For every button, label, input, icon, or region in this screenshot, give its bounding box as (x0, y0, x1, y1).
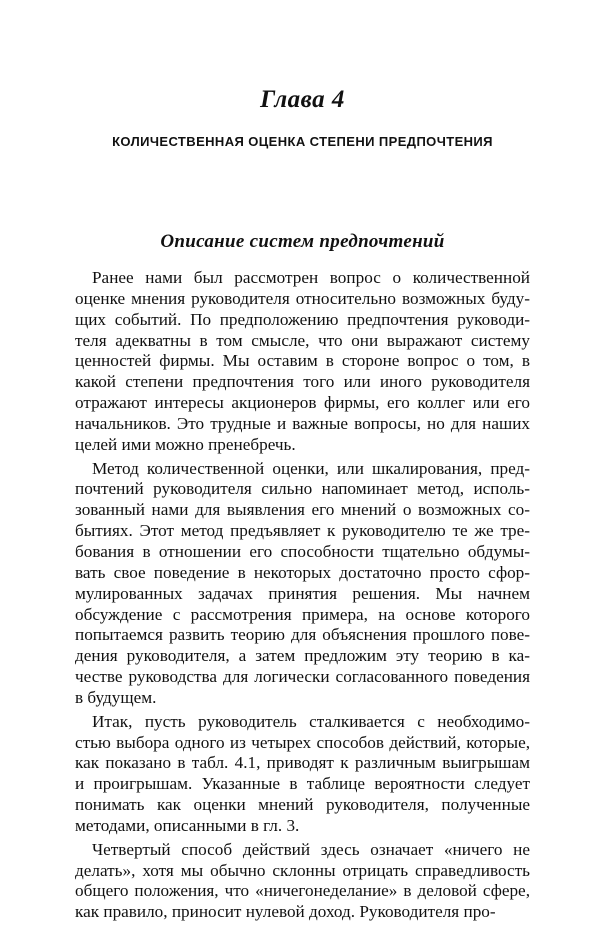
text-line: Ранее нами был рассмотрен вопрос о количественной (92, 268, 530, 287)
text-line: начальников. Это трудные и важные вопросы, но для наших (75, 413, 530, 433)
chapter-title: Глава 4 (260, 86, 345, 113)
text-line: Метод количественной оценки, или шкалирования, пред- (92, 458, 530, 478)
text-line: стью выбора одного из четырех способов действий, которые, (75, 732, 530, 752)
text-line: попытаемся развить теорию для объяснения прошлого пове- (75, 625, 530, 645)
text-line: оценке мнения руководителя относительно возможных буду- (75, 288, 530, 308)
text-line: честве руководства для логически согласованного поведения (75, 667, 530, 687)
paragraph (75, 268, 530, 456)
text-line: обсуждение с рассмотрения примера, на основе которого (75, 604, 530, 624)
paragraph (75, 840, 530, 923)
text-line: мулированных задачах принятия решения. Мы начнем (75, 583, 530, 603)
text-line: как показано в табл. 4.1, приводят к различным выигрышам (75, 753, 530, 773)
text-line: понимать как оценки мнений руководителя, полученные (75, 795, 530, 815)
text-line: какой степени предпочтения того или иного руководителя (75, 372, 530, 392)
text-line: отражают интересы акционеров фирмы, его коллег или его (75, 393, 530, 413)
text-line: и проигрышам. Указанные в таблице вероятности следует (75, 774, 530, 794)
paragraph (75, 459, 530, 709)
text-line: общего положения, что «ничегонеделание» в деловой сфере, (75, 881, 530, 901)
text-line: зованный нами для выявления его мнений о возможных со- (75, 500, 530, 520)
text-line: в будущем. (75, 687, 157, 707)
text-line: методами, описанными в гл. 3. (75, 815, 300, 835)
text-line: бытиях. Этот метод предъявляет к руководителю те же тре- (75, 521, 530, 541)
text-line: дения руководителя, а затем предложим эту теорию в ка- (75, 646, 530, 666)
text-line: делать», хотя мы обычно склонны отрицать справедливость (75, 860, 530, 880)
body-text (75, 268, 530, 923)
text-line: почтений руководителя сильно напоминает метод, исполь- (75, 479, 530, 499)
paragraph (75, 712, 530, 837)
text-line: вать свое поведение в некоторых достаточно просто сфор- (75, 562, 530, 582)
text-line: теля адекватны в том смысле, что они выражают систему (75, 330, 530, 350)
text-line: Четвертый способ действий здесь означает «ничего не (92, 839, 530, 859)
text-line: щих событий. По предположению предпочтения руководи- (75, 309, 530, 329)
text-line: бования в отношении его способности тщательно обдумы- (75, 541, 530, 561)
text-line: ценностей фирмы. Мы оставим в стороне вопрос о том, в (75, 351, 530, 371)
text-line: как правило, приносит нулевой доход. Руководителя про- (75, 902, 496, 922)
section-title: Описание систем предпочтений (160, 231, 445, 252)
chapter-subtitle: КОЛИЧЕСТВЕННАЯ ОЦЕНКА СТЕПЕНИ ПРЕДПОЧТЕНИЯ (112, 134, 493, 149)
text-line: целей ими можно пренебречь. (75, 434, 296, 454)
text-line: Итак, пусть руководитель сталкивается с необходимо- (92, 711, 530, 731)
